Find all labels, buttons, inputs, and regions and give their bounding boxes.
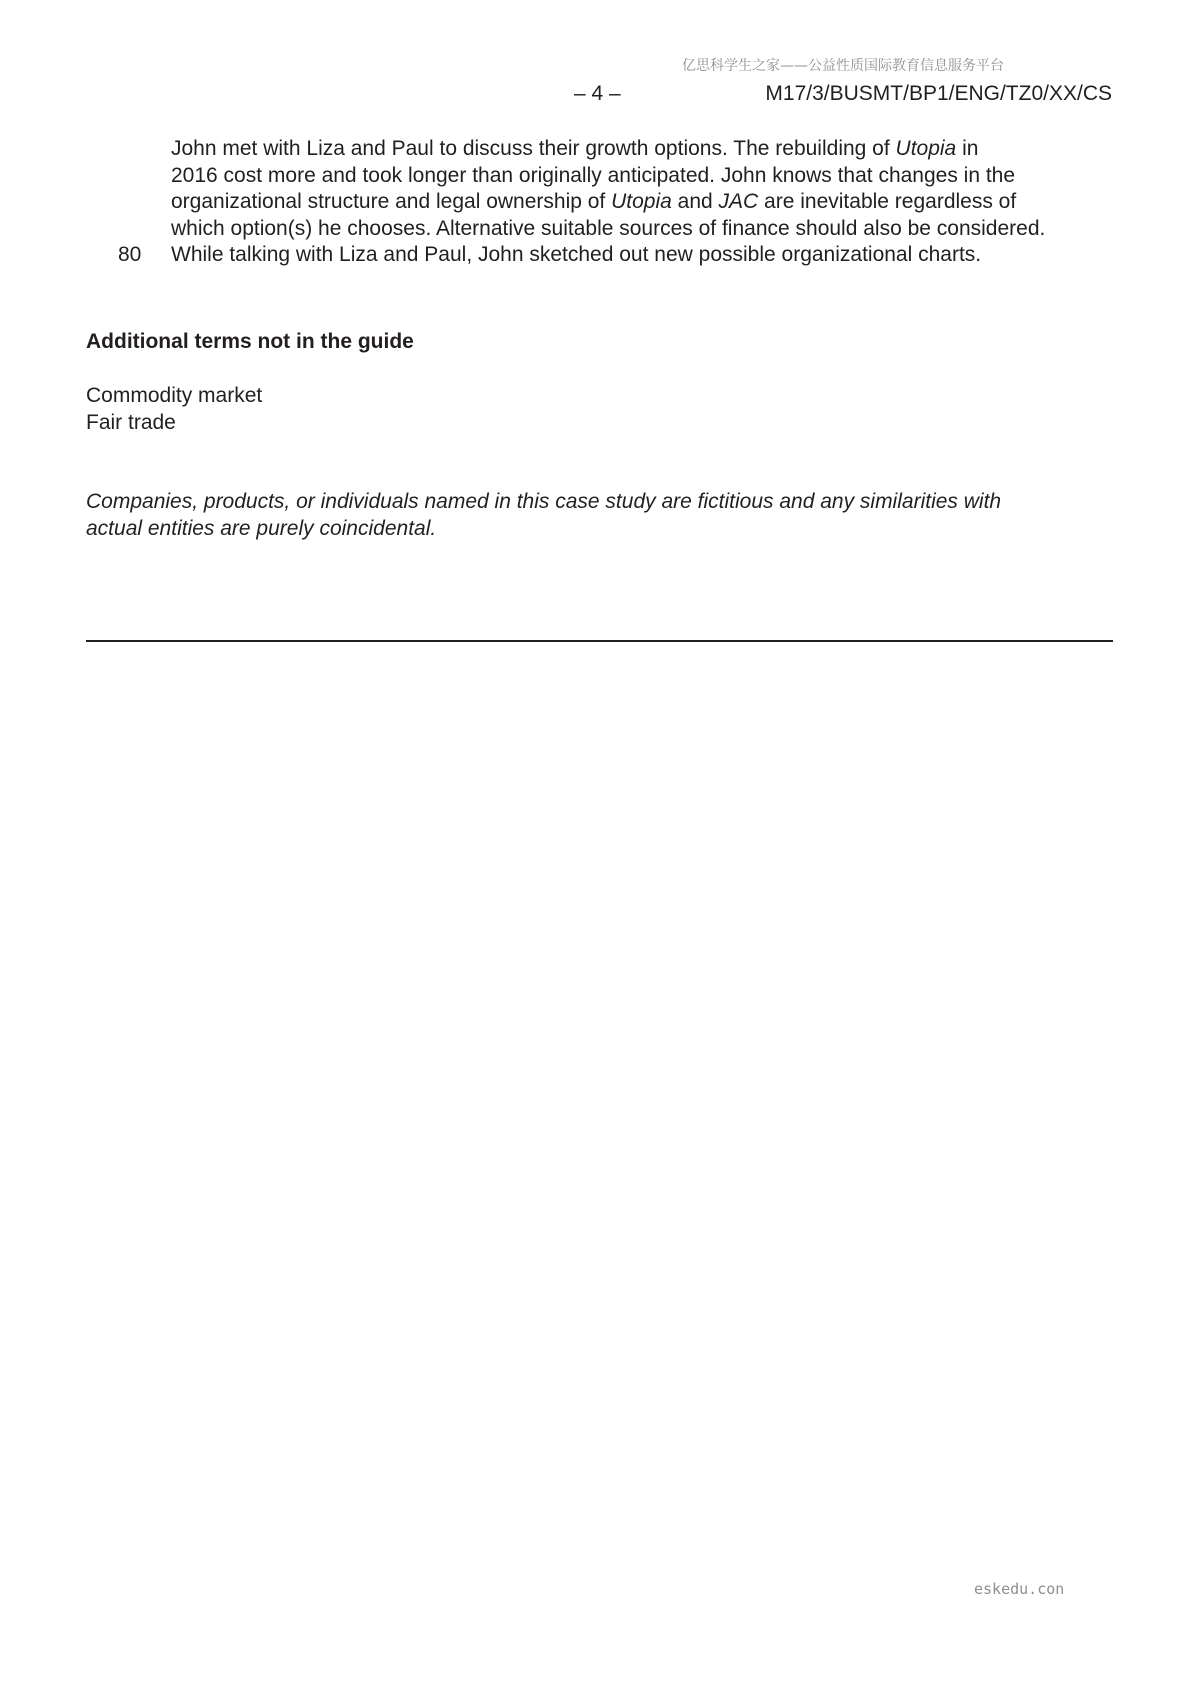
passage-text: organizational structure and legal ownership of <box>171 190 612 214</box>
passage-line-5 <box>86 242 1126 269</box>
case-study-passage <box>86 136 1126 269</box>
page-number: – 4 – <box>574 82 621 105</box>
passage-line-3 <box>86 189 1126 216</box>
footer-watermark: eskedu.con <box>974 1580 1065 1598</box>
passage-text: are inevitable regardless of <box>758 190 1017 214</box>
paper-code: M17/3/BUSMT/BP1/ENG/TZ0/XX/CS <box>765 82 1112 105</box>
additional-terms-heading: Additional terms not in the guide <box>86 330 414 353</box>
header-watermark: 亿思科学生之家——公益性质国际教育信息服务平台 <box>682 58 1004 74</box>
company-name-utopia: Utopia <box>895 137 957 160</box>
end-rule <box>86 640 1113 642</box>
fictitious-disclaimer <box>86 489 1126 542</box>
passage-line-1 <box>86 136 1126 163</box>
passage-text: in <box>956 137 979 160</box>
passage-line-2: 2016 cost more and took longer than originally anticipated. John knows that changes in the <box>171 163 1016 187</box>
passage-text: and <box>671 190 719 214</box>
additional-terms-list <box>86 383 262 436</box>
line-number: 80 <box>118 243 142 267</box>
passage-line-4: which option(s) he chooses. Alternative suitable sources of finance should also be considered. <box>171 216 1046 240</box>
disclaimer-line-1: Companies, products, or individuals named in this case study are fictitious and any similarities with <box>86 490 1002 513</box>
company-name-jac: JAC <box>718 190 759 214</box>
term-item: Commodity market <box>86 384 263 407</box>
passage-text: John met with Liza and Paul to discuss their growth options. The rebuilding of <box>171 137 896 160</box>
company-name-utopia: Utopia <box>611 190 672 214</box>
term-item: Fair trade <box>86 410 176 434</box>
passage-text: While talking with Liza and Paul, John sketched out new possible organizational charts. <box>171 243 982 267</box>
disclaimer-line-2: actual entities are purely coincidental. <box>86 516 437 540</box>
